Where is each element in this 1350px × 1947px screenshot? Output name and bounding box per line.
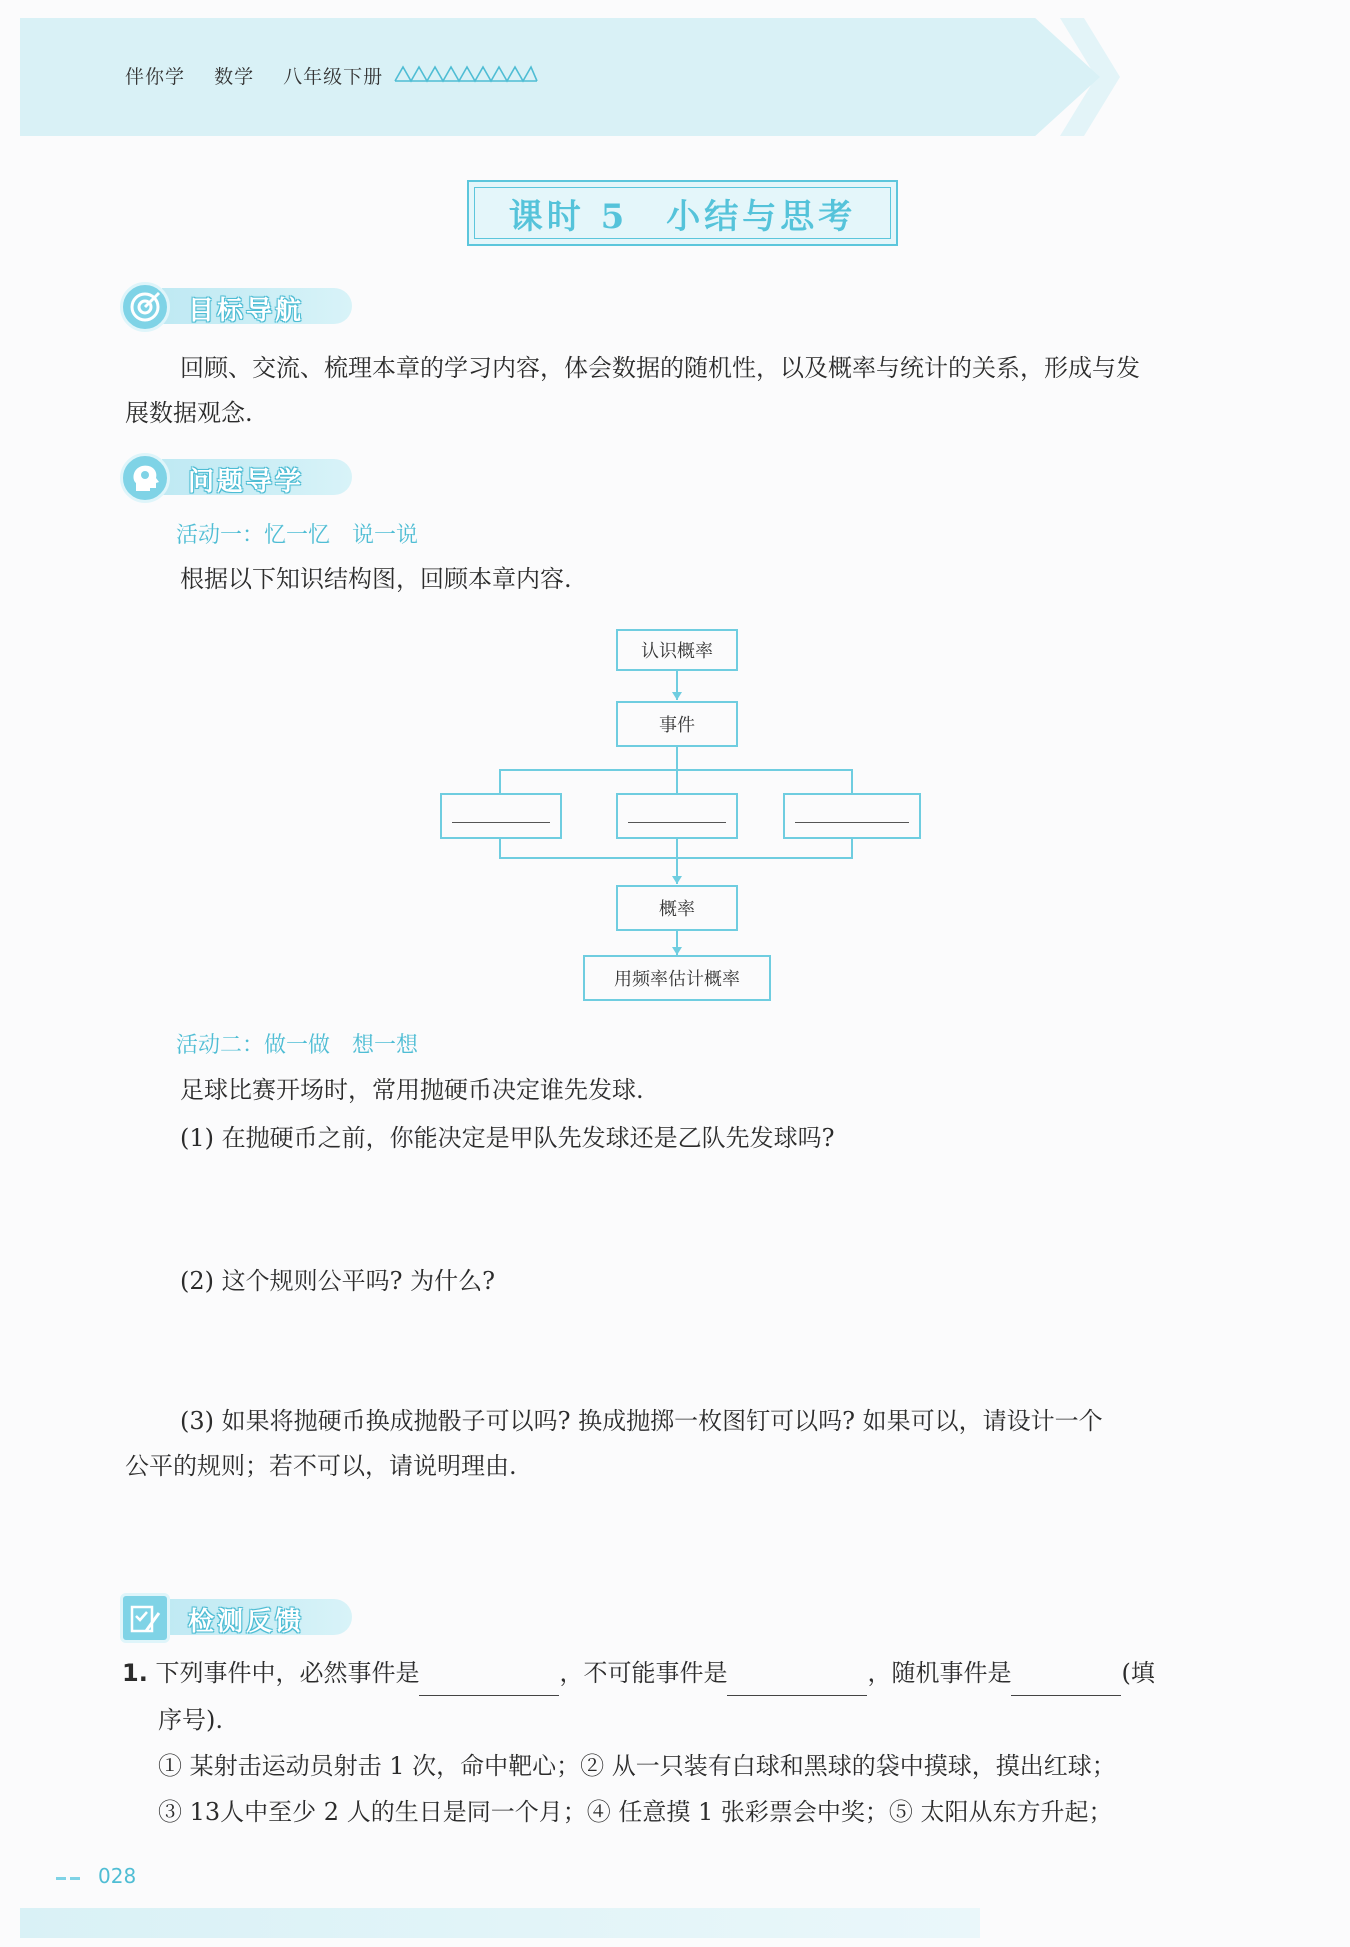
footer-dash [56,1877,66,1880]
diagram-node-event: 事件 [616,701,738,747]
grade-name: 八年级下册 [283,66,384,88]
answer-blank-random[interactable] [1011,1666,1121,1696]
activity1-title: 活动一：忆一忆 说一说 [176,523,419,548]
activity2-question3-line2: 公平的规则；若不可以，请说明理由. [125,1452,517,1480]
section-feedback-badge [120,1593,360,1639]
exercise1-number: 1. [122,1659,148,1687]
activity2-question2: (2) 这个规则公平吗? 为什么? [180,1267,495,1295]
diagram-blank-node-right [783,793,921,839]
exercise1-line2: 序号). [158,1706,223,1734]
goals-text-line1: 回顾、交流、梳理本章的学习内容，体会数据的随机性，以及概率与统计的关系，形成与发 [180,354,1140,382]
section-guide-label: 问题导学 [188,467,305,497]
book-name: 伴你学 [125,66,186,88]
exercise1-option-line1: ① 某射击运动员射击 1 次，命中靶心；② 从一只装有白球和黑球的袋中摸球，摸出红球； [158,1752,1116,1780]
answer-blank-impossible[interactable] [727,1666,867,1696]
footer-band [20,1908,980,1938]
activity2-question1: (1) 在抛硬币之前，你能决定是甲队先发球还是乙队先发球吗? [180,1124,835,1152]
diagram-blank-node-left [440,793,562,839]
subject-name: 数学 [214,66,255,88]
checklist-pencil-icon [120,1593,170,1643]
answer-blank-certain[interactable] [419,1666,559,1696]
activity1-instruction: 根据以下知识结构图，回顾本章内容. [180,565,572,593]
exercise1-option-line2: ③ 13人中至少 2 人的生日是同一个月；④ 任意摸 1 张彩票会中奖；⑤ 太阳从东方升起； [158,1798,1113,1826]
goals-text-line2: 展数据观念. [125,399,253,427]
footer-dash [70,1877,80,1880]
activity2-question3-line1: (3) 如果将抛硬币换成抛骰子可以吗? 换成抛掷一枚图钉可以吗? 如果可以，请设计一个 [180,1407,1103,1435]
diagram-blank-node-middle [616,793,738,839]
lesson-title: 课时 5 小结与思考 [508,196,857,237]
section-feedback-label: 检测反馈 [188,1607,305,1637]
activity2-title: 活动二：做一做 想一想 [176,1033,419,1058]
page-number: 028 [98,1864,137,1888]
diagram-node-recognize-probability: 认识概率 [616,629,738,671]
exercise1-line1: 1. 下列事件中，必然事件是 ，不可能事件是 ，随机事件是 (填 [122,1650,1155,1696]
section-goals-label: 目标导航 [188,296,305,326]
diagram-node-frequency-estimate: 用频率估计概率 [583,955,771,1001]
diagram-node-probability: 概率 [616,885,738,931]
activity2-intro: 足球比赛开场时，常用抛硬币决定谁先发球. [180,1076,644,1104]
